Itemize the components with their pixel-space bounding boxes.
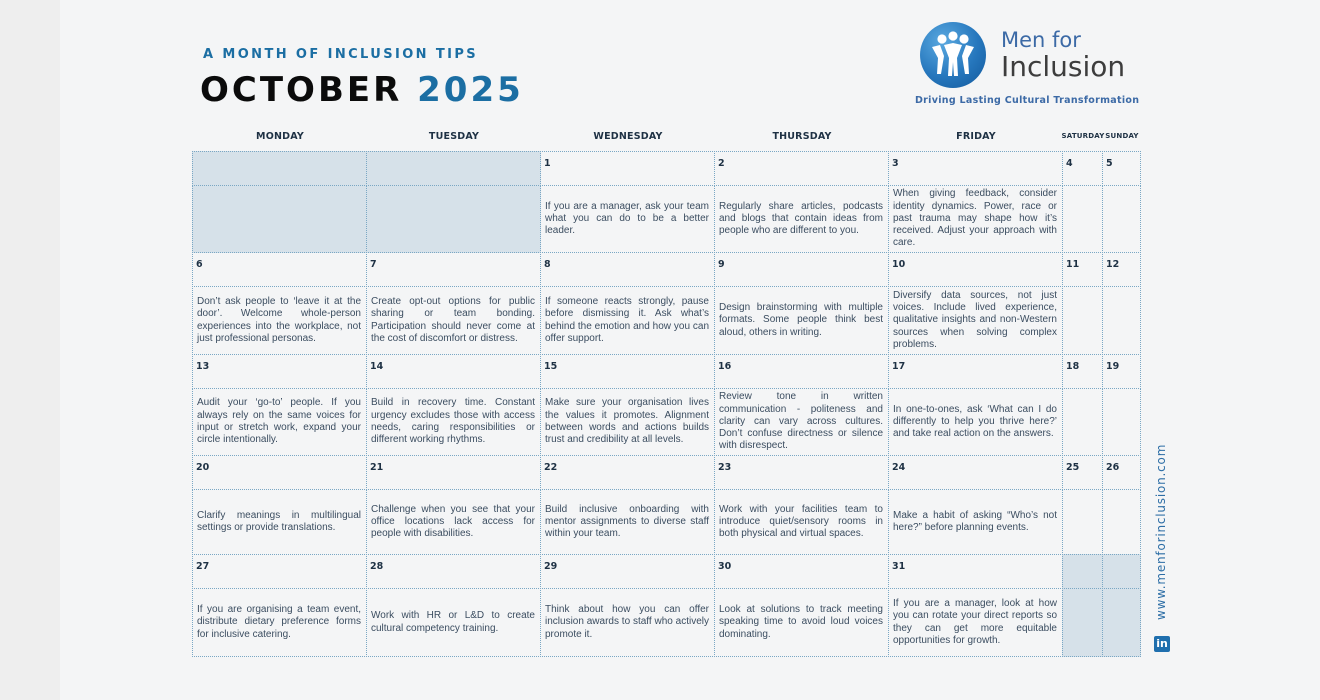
day-number-cell xyxy=(714,354,889,389)
weekday-label: WEDNESDAY xyxy=(593,131,663,142)
day-tip-cell xyxy=(888,588,1063,657)
day-number-cell xyxy=(366,554,541,589)
day-number-cell xyxy=(192,354,367,389)
day-number-cell xyxy=(366,151,541,186)
day-number: 2 xyxy=(718,158,725,169)
day-tip-cell xyxy=(1062,388,1103,456)
day-number-cell xyxy=(540,455,715,490)
day-tip-cell xyxy=(192,388,367,456)
day-number-cell xyxy=(1102,252,1141,287)
weekday-label: SATURDAY xyxy=(1061,132,1105,140)
day-number-cell xyxy=(714,151,889,186)
inclusion-tip-text: Create opt-out options for public sharing or team bonding. Participation should never come at the cost of discomfort or distress. xyxy=(371,295,535,344)
day-number-cell xyxy=(540,354,715,389)
weekday-label: TUESDAY xyxy=(428,131,480,142)
page-subtitle: A MONTH OF INCLUSION TIPS xyxy=(203,47,479,62)
day-number: 19 xyxy=(1106,361,1120,372)
title-month: OCTOBER xyxy=(200,70,403,110)
inclusion-tip-text xyxy=(371,186,535,252)
logo xyxy=(915,22,1148,112)
inclusion-tip-text: Build in recovery time. Constant urgency excludes those with access needs, caring responsibilities or different working rhythms. xyxy=(371,397,535,446)
page-title xyxy=(200,70,524,110)
day-tip-cell xyxy=(1102,588,1141,657)
inclusion-tip-text: Make a habit of asking “Who’s not here?” before planning events. xyxy=(893,509,1057,533)
day-number: 7 xyxy=(370,259,377,270)
weekday-label: MONDAY xyxy=(256,131,304,142)
inclusion-tip-text: If you are organising a team event, distribute dietary preference forms for inclusive catering. xyxy=(197,604,361,640)
day-tip-cell xyxy=(1102,489,1141,555)
logo-tagline: Driving Lasting Cultural Transformation xyxy=(915,95,1140,106)
day-number-cell xyxy=(1102,354,1141,389)
day-number-cell xyxy=(1062,151,1103,186)
day-tip-cell xyxy=(888,388,1063,456)
day-number: 21 xyxy=(370,462,384,473)
day-number-cell xyxy=(1102,151,1141,186)
day-number-cell xyxy=(888,252,1063,287)
day-tip-cell xyxy=(192,185,367,253)
day-number-cell xyxy=(888,151,1063,186)
day-number-cell xyxy=(366,354,541,389)
inclusion-tip-text: Make sure your organisation lives the values it promotes. Alignment between words and actions builds trust and credibility at all levels. xyxy=(545,397,709,446)
inclusion-tip-text: Audit your ‘go-to’ people. If you always rely on the same voices for input or stretch work, expand your circle intentionally. xyxy=(197,397,361,446)
day-tip-cell xyxy=(1102,185,1141,253)
day-number: 10 xyxy=(892,259,906,270)
day-tip-cell xyxy=(714,185,889,253)
day-tip-cell xyxy=(540,185,715,253)
calendar-grid xyxy=(192,151,1142,657)
day-tip-cell xyxy=(714,388,889,456)
day-number-cell xyxy=(714,455,889,490)
day-tip-cell xyxy=(192,489,367,555)
website-url[interactable]: www.menforinclusion.com xyxy=(1154,443,1168,620)
day-tip-cell xyxy=(1102,286,1141,355)
day-number: 4 xyxy=(1066,158,1073,169)
day-number-cell xyxy=(192,455,367,490)
inclusion-tip-text: Review tone in written communication - politeness and clarity can vary across cultures. Don’t confuse directness or silence with disrespect. xyxy=(719,391,883,452)
logo-text-men-for: Men for xyxy=(1001,28,1081,52)
day-tip-cell xyxy=(540,588,715,657)
inclusion-tip-text: Design brainstorming with multiple formats. Some people think best aloud, others in writing. xyxy=(719,302,883,338)
day-tip-cell xyxy=(366,388,541,456)
day-number: 17 xyxy=(892,361,906,372)
inclusion-tip-text: Think about how you can offer inclusion awards to staff who actively promote it. xyxy=(545,604,709,640)
day-number-cell xyxy=(192,252,367,287)
weekday-label: FRIDAY xyxy=(956,131,996,142)
day-number: 20 xyxy=(196,462,210,473)
logo-people-icon xyxy=(920,22,986,88)
logo-text-inclusion: Inclusion xyxy=(1001,50,1126,83)
day-number: 16 xyxy=(718,361,732,372)
day-number: 30 xyxy=(718,561,732,572)
inclusion-tip-text: Challenge when you see that your office locations lack access for people with disabilities. xyxy=(371,503,535,540)
day-number: 31 xyxy=(892,561,906,572)
day-tip-cell xyxy=(888,489,1063,555)
day-tip-cell xyxy=(366,185,541,253)
day-tip-cell xyxy=(714,286,889,355)
day-number-cell xyxy=(366,455,541,490)
day-number-cell xyxy=(888,554,1063,589)
inclusion-tip-text: Build inclusive onboarding with mentor assignments to diverse staff within your team. xyxy=(545,503,709,540)
inclusion-tip-text: When giving feedback, consider identity dynamics. Power, race or past trauma may shape how it’s received. Adjust your approach with care. xyxy=(893,188,1057,249)
day-number: 12 xyxy=(1106,259,1120,270)
weekday-label: THURSDAY xyxy=(772,131,832,142)
day-tip-cell xyxy=(714,489,889,555)
inclusion-tip-text: Clarify meanings in multilingual settings or provide translations. xyxy=(197,509,361,533)
day-number: 8 xyxy=(544,259,551,270)
inclusion-tip-text: If you are a manager, look at how you can rotate your direct reports so they can get more equitable opportunities for growth. xyxy=(893,597,1057,646)
day-number-cell xyxy=(192,151,367,186)
inclusion-tip-text: Work with your facilities team to introduce quiet/sensory rooms in both physical and virtual spaces. xyxy=(719,503,883,540)
day-number: 1 xyxy=(544,158,551,169)
day-tip-cell xyxy=(192,286,367,355)
day-tip-cell xyxy=(1062,489,1103,555)
inclusion-tip-text xyxy=(197,186,361,252)
day-tip-cell xyxy=(366,489,541,555)
inclusion-tip-text: If someone reacts strongly, pause before dismissing it. Ask what’s behind the emotion and how you can offer support. xyxy=(545,295,709,344)
day-number: 25 xyxy=(1066,462,1080,473)
day-tip-cell xyxy=(1062,286,1103,355)
day-number-cell xyxy=(1062,455,1103,490)
title-year: 2025 xyxy=(417,70,524,110)
inclusion-tip-text: Don’t ask people to ‘leave it at the door’. Welcome whole-person experiences into the workplace, not just professional personas. xyxy=(197,295,361,344)
inclusion-tip-text: Regularly share articles, podcasts and blogs that contain ideas from people who are different to you. xyxy=(719,200,883,237)
day-tip-cell xyxy=(714,588,889,657)
day-tip-cell xyxy=(1102,388,1141,456)
day-number-cell xyxy=(1102,554,1141,589)
day-number: 3 xyxy=(892,158,899,169)
day-tip-cell xyxy=(540,286,715,355)
day-tip-cell xyxy=(1062,185,1103,253)
day-tip-cell xyxy=(192,588,367,657)
day-number: 29 xyxy=(544,561,558,572)
day-number: 27 xyxy=(196,561,210,572)
inclusion-tip-text: If you are a manager, ask your team what you can do to be a better leader. xyxy=(545,200,709,237)
inclusion-tip-text: Work with HR or L&D to create cultural competency training. xyxy=(371,610,535,634)
linkedin-icon[interactable]: in xyxy=(1154,636,1170,652)
inclusion-tip-text: Diversify data sources, not just voices. Include lived experience, qualitative insights and non-Western sources when solving complex problems. xyxy=(893,289,1057,350)
day-number: 18 xyxy=(1066,361,1080,372)
day-number: 26 xyxy=(1106,462,1120,473)
day-number-cell xyxy=(540,252,715,287)
day-tip-cell xyxy=(540,388,715,456)
day-number: 5 xyxy=(1106,158,1113,169)
day-number-cell xyxy=(540,151,715,186)
day-number: 22 xyxy=(544,462,558,473)
day-number: 6 xyxy=(196,259,203,270)
day-tip-cell xyxy=(888,286,1063,355)
day-number-cell xyxy=(1062,554,1103,589)
day-number-cell xyxy=(714,554,889,589)
day-number-cell xyxy=(1062,354,1103,389)
day-number-cell xyxy=(888,455,1063,490)
day-number-cell xyxy=(714,252,889,287)
day-tip-cell xyxy=(540,489,715,555)
day-number: 14 xyxy=(370,361,384,372)
inclusion-tip-text: In one-to-ones, ask ‘What can I do differently to help you thrive here?’ and take real action on the answers. xyxy=(893,403,1057,440)
inclusion-tip-text: Look at solutions to track meeting speaking time to avoid loud voices dominating. xyxy=(719,604,883,640)
day-tip-cell xyxy=(366,286,541,355)
weekday-header-row xyxy=(0,131,1320,143)
day-number-cell xyxy=(366,252,541,287)
day-tip-cell xyxy=(888,185,1063,253)
day-tip-cell xyxy=(366,588,541,657)
day-number: 15 xyxy=(544,361,558,372)
day-number-cell xyxy=(1102,455,1141,490)
day-number-cell xyxy=(192,554,367,589)
day-number: 28 xyxy=(370,561,384,572)
day-number-cell xyxy=(1062,252,1103,287)
weekday-label: SUNDAY xyxy=(1105,132,1139,140)
day-tip-cell xyxy=(1062,588,1103,657)
day-number: 9 xyxy=(718,259,725,270)
day-number: 13 xyxy=(196,361,210,372)
day-number-cell xyxy=(540,554,715,589)
day-number: 11 xyxy=(1066,259,1080,270)
day-number-cell xyxy=(888,354,1063,389)
day-number: 24 xyxy=(892,462,906,473)
day-number: 23 xyxy=(718,462,732,473)
